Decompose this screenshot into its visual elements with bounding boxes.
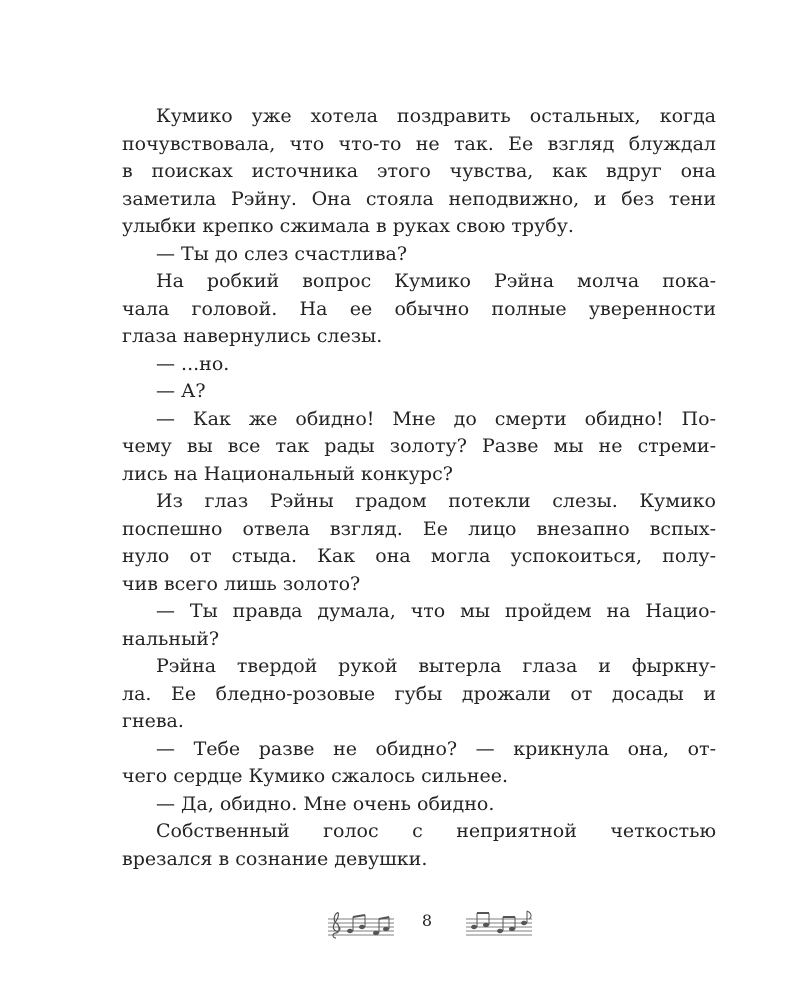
body-text [122,103,716,873]
text-line: — Как же обидно! Мне до смерти обидно! По- [156,407,716,430]
music-notes-staff-left-icon [324,905,400,941]
text-line: Из глаз Рэйны градом потекли слезы. Кумико [156,490,716,512]
text-line: чему вы все так рады золоту? Разве мы не стреми- [122,435,716,457]
text-line: — Ты правда думала, что мы пройдем на Нацио- [156,600,716,622]
text-line: нуло от стыда. Как она могла успокоиться, полу- [122,545,716,567]
text-line: чего сердце Кумико сжалось сильнее. [122,765,509,787]
text-line: нальный? [122,627,220,650]
text-line: врезался в сознание девушки. [122,847,428,870]
text-line: Кумико уже хотела поздравить остальных, когда [156,105,716,127]
text-line: — Тебе разве не обидно? — крикнула она, от- [156,737,716,760]
text-line: заметила Рэйну. Она стояла неподвижно, и без тени [122,187,716,210]
text-line: гнева. [122,710,184,732]
text-line: в поисках источника этого чувства, как вдруг она [122,160,716,182]
text-line: лись на Национальный конкурс? [122,462,453,485]
text-line: глаза навернулись слезы. [122,325,383,347]
text-line: — Да, обидно. Мне очень обидно. [156,792,495,815]
text-line: — Ты до слез счастлива? [156,242,408,265]
text-line: поспешно отвела взгляд. Ее лицо внезапно вспых- [122,517,716,540]
text-line: На робкий вопрос Кумико Рэйна молча пока- [156,270,716,292]
text-line: — ...но. [156,352,230,375]
music-notes-staff-right-icon [462,905,538,941]
text-line: Собственный голос с неприятной четкостью [156,820,716,842]
page-number: 8 [421,911,433,930]
text-line: Рэйна твердой рукой вытерла глаза и фыркну- [156,655,716,677]
text-line: — А? [156,380,206,402]
text-line: улыбки крепко сжимала в руках свою трубу. [122,215,574,237]
page-footer [0,905,800,941]
text-line: ла. Ее бледно-розовые губы дрожали от досады и [122,682,716,705]
text-line: чала головой. На ее обычно полные уверенности [122,297,716,320]
text-line: чив всего лишь золото? [122,572,361,595]
text-line: почувствовала, что что-то не так. Ее взгляд блуждал [122,132,716,155]
